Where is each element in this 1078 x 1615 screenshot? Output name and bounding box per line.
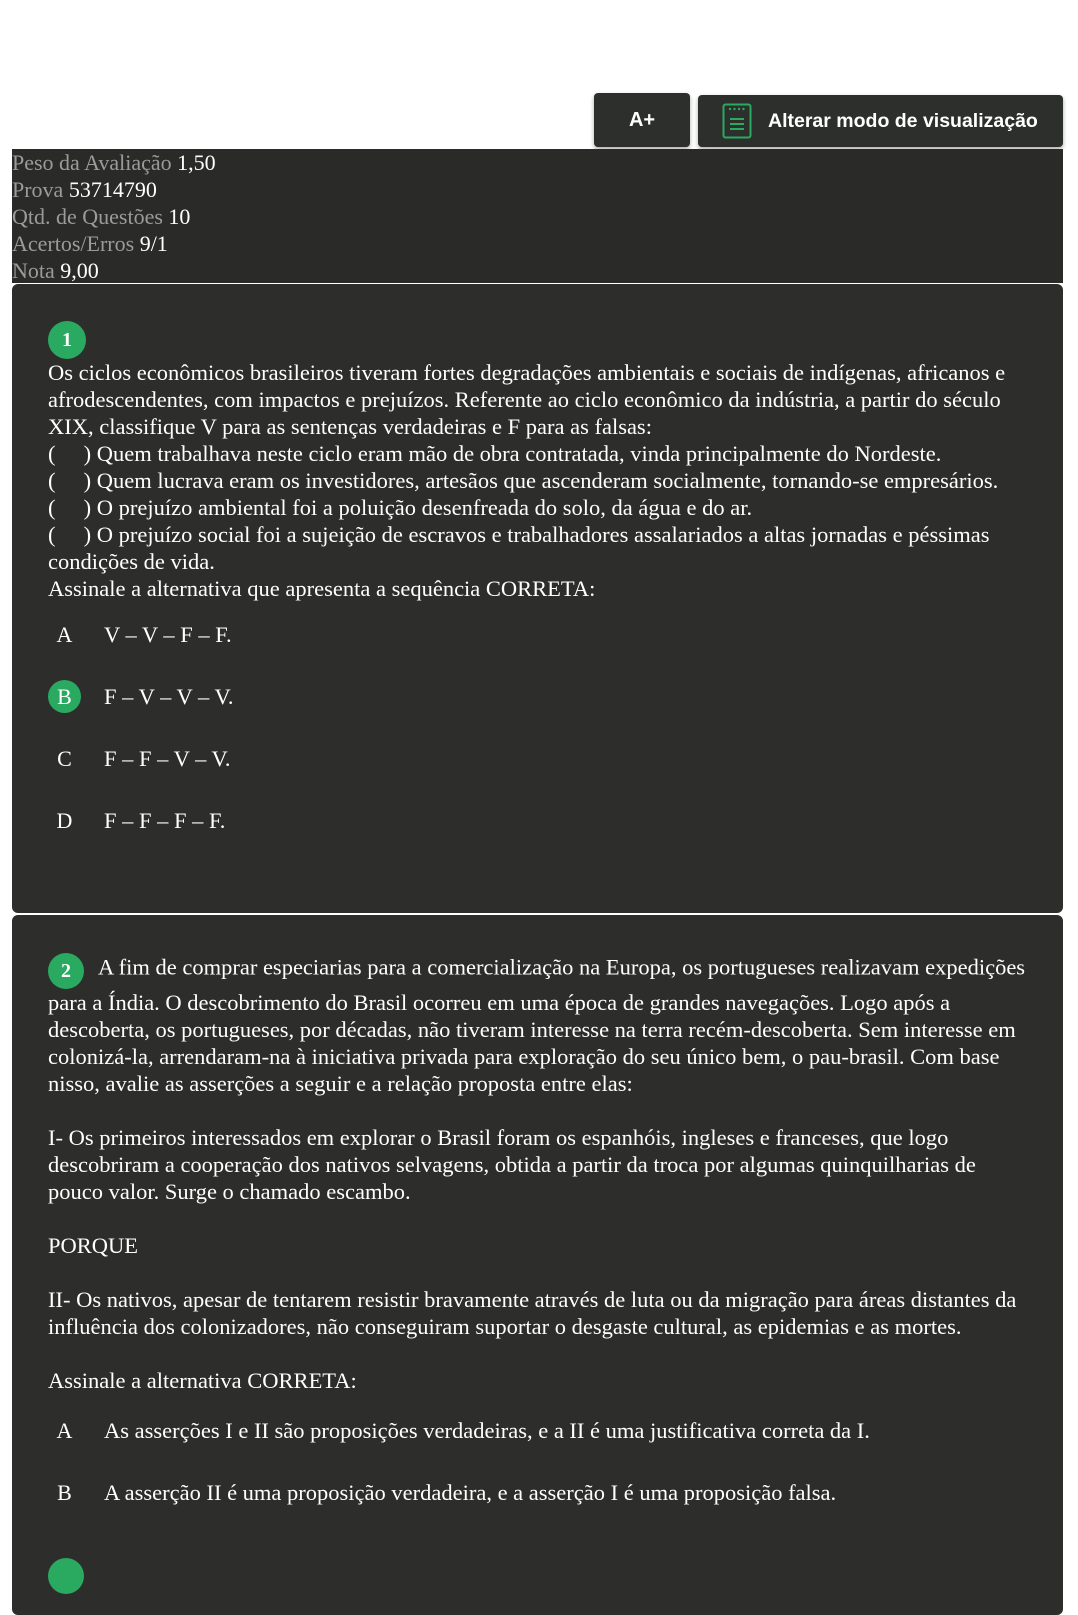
next-option-badge [48, 1558, 84, 1594]
question-prompt: Assinale a alternativa CORRETA: [48, 1368, 357, 1393]
question-number-badge: 1 [48, 321, 86, 359]
option-text: As asserções I e II são proposições verdadeiras, e a II é uma justificativa correta da I. [104, 1418, 870, 1443]
info-hits-misses-label: Acertos/Erros [12, 231, 135, 256]
info-exam-label: Prova [12, 177, 64, 202]
option-text: F – F – F – F. [104, 808, 226, 833]
info-grade [12, 257, 1063, 284]
question-statement: Os ciclos econômicos brasileiros tiveram fortes degradações ambientais e sociais de indígenas, africanos e afrodescendentes, com impactos e prejuízos. Referente ao ciclo econômico da indústria, a partir do século XIX, classifique V para as sentenças verdadeiras e F para as falsas: [48, 360, 1006, 439]
info-grade-label: Nota [12, 258, 55, 283]
assertion-2: II- Os nativos, apesar de tentarem resistir bravamente através de luta ou da migração para áreas distantes da influência dos colonizadores, não conseguiram suportar o desgaste cultural, as epidemias e as mortes. [48, 1287, 1017, 1339]
question-card-2 [12, 915, 1063, 1615]
option-letter: A [56, 622, 73, 647]
info-weight-value: 1,50 [177, 150, 216, 175]
question-number-badge: 2 [48, 953, 84, 989]
question-item: ( ) O prejuízo ambiental foi a poluição desenfreada do solo, da água e do ar. [48, 495, 753, 520]
option-text: A asserção II é uma proposição verdadeira, e a asserção I é uma proposição falsa. [104, 1480, 837, 1505]
info-exam [12, 176, 1063, 203]
exam-info-panel [12, 149, 1063, 283]
option-text: F – V – V – V. [104, 684, 234, 709]
question-item: ( ) Quem lucrava eram os investidores, artesãos que ascenderam socialmente, tornando-se empresários. [48, 468, 999, 493]
option-letter: B [57, 1480, 72, 1505]
option-text: V – V – F – F. [104, 622, 232, 647]
question-card-1 [12, 284, 1063, 913]
question-item: ( ) O prejuízo social foi a sujeição de escravos e trabalhadores assalariados a altas jornadas e péssimas condições de vida. [48, 522, 996, 574]
info-question-count-label: Qtd. de Questões [12, 204, 163, 229]
info-exam-value: 53714790 [68, 177, 157, 202]
answer-option-a[interactable] [48, 1414, 1027, 1476]
question-intro-text: A fim de comprar especiarias para a comercialização na Europa, os portugueses realizavam expedições para a Índia. O descobrimento do Brasil ocorreu em uma época de grandes navegações. Logo após a descoberta, os portugueses, por décadas, não tiveram interesse na terra recém-descoberta. Sem interesse em colonizá-la, arrendaram-na à iniciativa privada para exploração do seu único bem, o pau-brasil. Com base nisso, avalie as asserções a seguir e a relação proposta entre elas: [48, 954, 1026, 1096]
info-hits-misses [12, 230, 1063, 257]
answer-option-b[interactable] [48, 680, 1027, 742]
info-question-count [12, 203, 1063, 230]
option-letter: C [57, 746, 72, 771]
answer-option-b[interactable] [48, 1476, 1027, 1538]
change-view-mode-button[interactable] [698, 95, 1063, 147]
option-letter: A [56, 1418, 73, 1443]
info-question-count-value: 10 [168, 204, 191, 229]
question-prompt: Assinale a alternativa que apresenta a sequência CORRETA: [48, 576, 596, 601]
porque-label: PORQUE [48, 1233, 139, 1258]
change-view-mode-label: Alterar modo de visualização [768, 109, 1038, 132]
info-grade-value: 9,00 [60, 258, 99, 283]
answer-option-a[interactable] [48, 618, 1027, 680]
question-text [48, 953, 1027, 1394]
question-text [48, 359, 1027, 602]
info-weight [12, 149, 1063, 176]
increase-font-button[interactable]: A+ [594, 93, 690, 147]
option-text: F – F – V – V. [104, 746, 231, 771]
answer-option-c[interactable] [48, 742, 1027, 804]
document-icon [722, 103, 752, 139]
info-hits-misses-value: 9/1 [139, 231, 168, 256]
question-item: ( ) Quem trabalhava neste ciclo eram mão de obra contratada, vinda principalmente do Nordeste. [48, 441, 942, 466]
info-weight-label: Peso da Avaliação [12, 150, 172, 175]
assertion-1: I- Os primeiros interessados em explorar o Brasil foram os espanhóis, ingleses e franceses, que logo descobriram a cooperação dos nativos selvagens, obtida a partir da troca por algumas quinquilharias de pouco valor. Surge o chamado escambo. [48, 1125, 976, 1204]
answer-option-d[interactable] [48, 804, 1027, 866]
option-letter-correct: B [48, 680, 81, 713]
question-intro [48, 953, 1027, 1097]
option-letter: D [56, 808, 73, 833]
